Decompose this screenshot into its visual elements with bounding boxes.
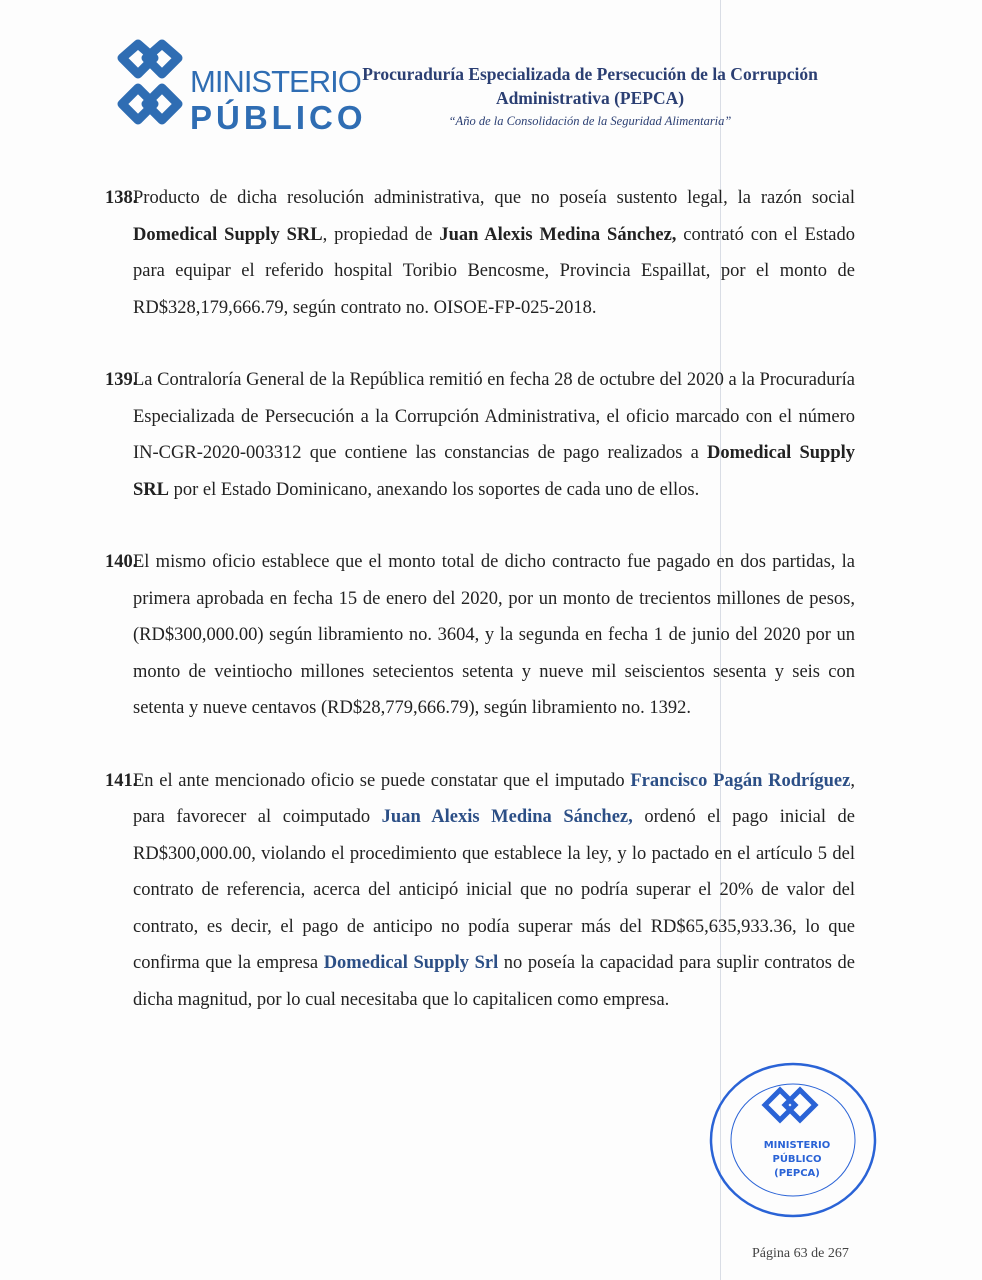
paragraph-text: El mismo oficio establece que el monto total de dicho contracto fue pagado en dos partidas, la primera aprobada en fecha 15 de enero del 2020, por un monto de trecientos millones de pesos, (RD$300,000.00) según libramiento no. 3604, y la segunda en fecha 1 de junio del 2020 por un monto de veintiocho millones setecientos setenta y nueve mil seiscientos sesenta y seis con setenta y nueve centavos (RD$28,779,666.79), según libramiento no. 1392. <box>133 552 855 718</box>
paragraph-text: no poseía la capacidad para suplir contratos de dicha magnitud, por lo cual necesitaba que lo capitalicen como empresa. <box>133 953 855 1010</box>
page-header <box>330 62 850 132</box>
ministerio-publico-logo-icon <box>110 38 190 128</box>
stamp-line2: PÚBLICO <box>772 1154 822 1165</box>
paragraph-number: 138. <box>105 188 138 208</box>
paragraph-text: En el ante mencionado oficio se puede constatar que el imputado <box>133 770 631 791</box>
paragraph-text: contrató con el Estado para equipar el referido hospital Toribio Bencosme, Provincia Espaillat, por el monto de RD$328,179,666.79, según contrato no. OISOE-FP-025-2018. <box>133 224 856 318</box>
document-body <box>105 180 855 1054</box>
paragraph-text: , para favorecer al coimputado <box>133 770 855 827</box>
header-motto: “Año de la Consolidación de la Seguridad Alimentaria” <box>448 114 732 128</box>
header-title-line2: Administrativa (PEPCA) <box>495 88 685 108</box>
paragraph-text: por el Estado Dominicano, anexando los soportes de cada uno de ellos. <box>169 479 700 500</box>
paragraph-number: 139. <box>105 370 138 390</box>
pepca-seal-stamp-icon <box>705 1060 880 1220</box>
logo-line1: MINISTERIO <box>190 64 361 99</box>
paragraph-number: 140. <box>105 552 138 572</box>
paragraph-text: La Contraloría General de la República remitió en fecha 28 de octubre del 2020 a la Procuraduría Especializada de Persecución a la Corrupción Administrativa, el oficio marcado con el número IN-CGR-2020-003312 que contiene las constancias de pago realizados a <box>133 370 855 463</box>
emphasized-name: Domedical Supply SRL <box>133 443 856 500</box>
emphasized-name: Juan Alexis Medina Sánchez, <box>439 224 677 245</box>
emphasized-name: Domedical Supply Srl <box>323 953 499 973</box>
paragraph <box>105 763 855 1019</box>
paragraph-text: , propiedad de <box>322 224 440 245</box>
header-title-line1: Procuraduría Especializada de Persecución de la Corrupción <box>362 64 818 84</box>
paragraph <box>105 180 855 326</box>
paragraph-number: 141. <box>105 770 138 791</box>
paragraph-text: ordenó el pago inicial de RD$300,000.00, violando el procedimiento que establece la ley, y lo pactado en el artículo 5 del contrato de referencia, acerca del anticipó inicial que no podría superar el 20% de valor del contrato, es decir, el pago de anticipo no podía superar más del RD$65,635,933.36, lo que confirma que la empresa <box>133 807 855 973</box>
paragraph <box>105 362 855 508</box>
page-number: Página 63 de 267 <box>752 1246 849 1261</box>
stamp-line1: MINISTERIO <box>763 1140 831 1151</box>
logo-line2: PÚBLICO <box>190 99 367 136</box>
emphasized-name: Domedical Supply SRL <box>133 224 323 245</box>
emphasized-name: Francisco Pagán Rodríguez <box>630 770 851 791</box>
emphasized-name: Juan Alexis Medina Sánchez, <box>381 807 633 827</box>
paragraph-text: Producto de dicha resolución administrativa, que no poseía sustento legal, la razón social <box>133 188 855 208</box>
stamp-line3: (PEPCA) <box>774 1168 820 1179</box>
paragraph <box>105 544 855 727</box>
